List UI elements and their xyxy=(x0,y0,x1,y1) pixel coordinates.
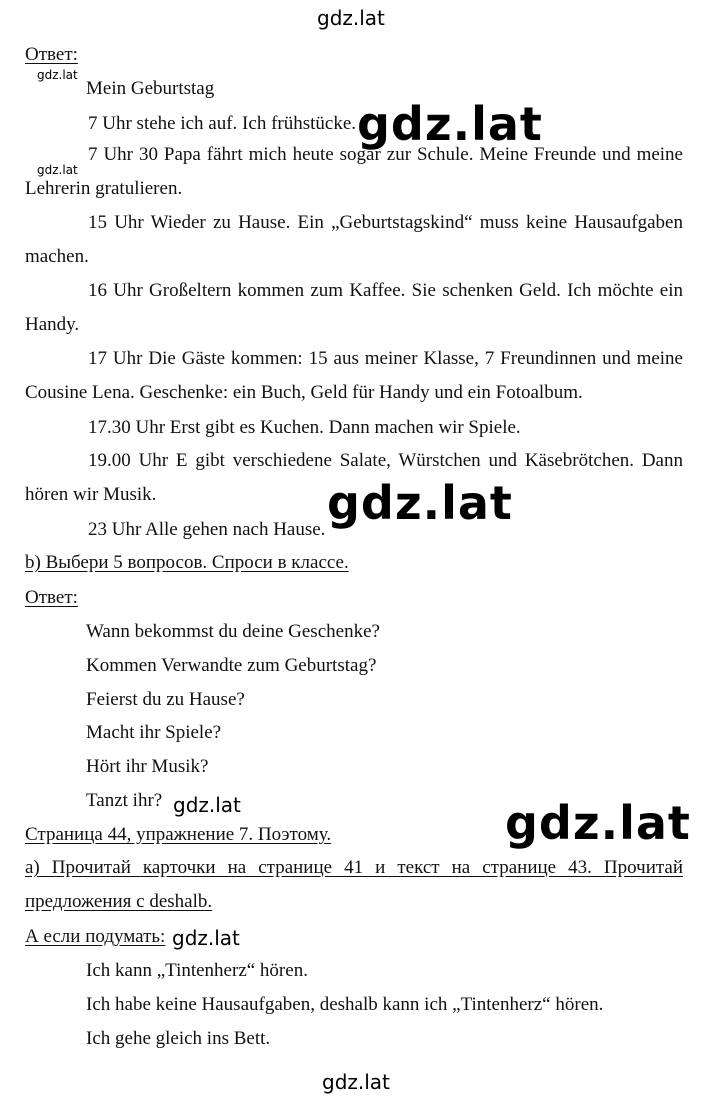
diary-entry: 17.30 Uhr Erst gibt es Kuchen. Dann machen wir Spiele. xyxy=(88,417,521,438)
watermark-small-1: gdz.lat xyxy=(37,68,78,82)
diary-entry: 19.00 Uhr E gibt verschiedene Salate, Würstchen und Käsebrötchen. Dann hören wir Musik. xyxy=(25,450,683,505)
watermark-large-3: gdz.lat xyxy=(505,796,691,850)
task-b-heading: b) Выбери 5 вопросов. Спроси в классе. xyxy=(25,552,349,573)
exercise-subheading: А если подумать: xyxy=(25,926,166,947)
watermark-large-2: gdz.lat xyxy=(327,476,513,530)
question-item: Hört ihr Musik? xyxy=(86,756,209,777)
exercise-line: Ich gehe gleich ins Bett. xyxy=(86,1028,271,1049)
diary-entry: 17 Uhr Die Gäste kommen: 15 aus meiner Klasse, 7 Freundinnen und meine Cousine Lena. Geschenke: ein Buch, Geld für Handy und ein Fotoalbum. xyxy=(25,348,683,403)
exercise-task-a: а) Прочитай карточки на странице 41 и текст на странице 43. Прочитай предложения с deshalb. xyxy=(25,857,683,912)
diary-entry: 16 Uhr Großeltern kommen zum Kaffee. Sie schenken Geld. Ich möchte ein Handy. xyxy=(25,280,683,335)
diary-entry: 7 Uhr 30 Papa fährt mich heute sogar zur Schule. Meine Freunde und meine Lehrerin gratulieren. xyxy=(25,144,683,199)
watermark-inline-2: gdz.lat xyxy=(172,926,240,950)
question-item: Feierst du zu Hause? xyxy=(86,689,245,710)
question-item: Macht ihr Spiele? xyxy=(86,722,222,743)
watermark-bottom: gdz.lat xyxy=(322,1070,390,1094)
answer-label: Ответ: xyxy=(25,44,78,65)
watermark-top: gdz.lat xyxy=(317,6,385,30)
question-item: Tanzt ihr? xyxy=(86,790,163,811)
diary-entry: 15 Uhr Wieder zu Hause. Ein „Geburtstagskind“ muss keine Hausaufgaben machen. xyxy=(25,212,683,267)
diary-entry: 23 Uhr Alle gehen nach Hause. xyxy=(88,519,326,540)
answer-label: Ответ: xyxy=(25,587,78,608)
watermark-small-2: gdz.lat xyxy=(37,163,78,177)
watermark-large-1: gdz.lat xyxy=(357,97,543,151)
diary-entry: 7 Uhr stehe ich auf. Ich frühstücke. xyxy=(88,113,357,134)
question-item: Wann bekommst du deine Geschenke? xyxy=(86,621,380,642)
watermark-inline-1: gdz.lat xyxy=(173,793,241,817)
exercise-line: Ich kann „Tintenherz“ hören. xyxy=(86,960,308,981)
diary-title: Mein Geburtstag xyxy=(86,78,215,99)
question-item: Kommen Verwandte zum Geburtstag? xyxy=(86,655,377,676)
exercise-heading: Страница 44, упражнение 7. Поэтому. xyxy=(25,824,332,845)
exercise-line: Ich habe keine Hausaufgaben, deshalb kann ich „Tintenherz“ hören. xyxy=(86,994,604,1015)
